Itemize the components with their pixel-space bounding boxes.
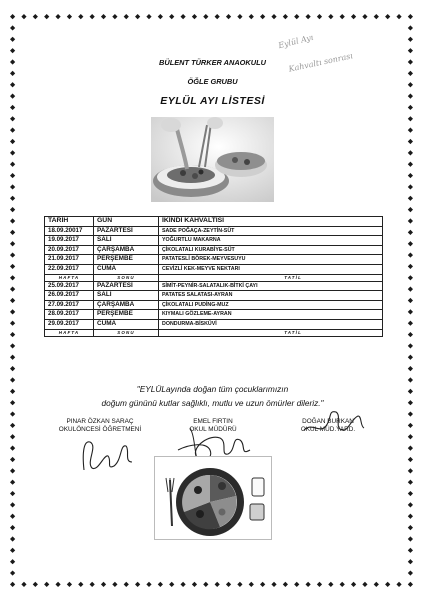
- birthday-message-line: doğum gününü kutlar sağlıklı, mutlu ve uzun ömürler dileriz.": [101, 398, 324, 408]
- signature-scribble-vice-principal: [298, 404, 368, 440]
- snack-cell: SİMİT-PEYNİR-SALATALIK-BİTKİ ÇAYI: [159, 281, 383, 291]
- healthy-plate-illustration: [154, 456, 272, 540]
- date-cell: 22.09.2017: [45, 264, 94, 274]
- table-row: [45, 255, 383, 265]
- column-header-date: TARİH: [45, 217, 94, 227]
- date-cell: 21.09.2017: [45, 255, 94, 265]
- column-header-day: GÜN: [94, 217, 159, 227]
- table-row: [45, 319, 383, 329]
- signatory-role: OKULÖNCESİ ÖĞRETMENİ: [58, 426, 142, 433]
- signatory-name: EMEL FIRTIN: [193, 418, 233, 425]
- weekend-label-sonu: SONU: [94, 329, 159, 336]
- table-row: [45, 300, 383, 310]
- weekend-label-hafta: HAFTA: [45, 329, 94, 336]
- signatory-role: OKUL MÜD.YARD.: [300, 426, 356, 433]
- handwritten-note: Kahvaltı sonrası: [287, 51, 354, 74]
- snack-cell: PATATES SALATASI-AYRAN: [159, 291, 383, 301]
- day-cell: PERŞEMBE: [94, 255, 159, 265]
- date-cell: 27.09.2017: [45, 300, 94, 310]
- snack-cell: PATATESLİ BÖREK-MEYVESUYU: [159, 255, 383, 265]
- weekend-label-tatil: TATİL: [159, 274, 383, 281]
- snack-cell: YOĞURTLU MAKARNA: [159, 236, 383, 246]
- page-title: EYLÜL AYI LİSTESİ: [160, 95, 265, 107]
- school-name: BÜLENT TÜRKER ANAOKULU: [159, 58, 266, 67]
- snack-cell: ÇİKOLATALI KURABİYE-SÜT: [159, 245, 383, 255]
- table-row: [45, 245, 383, 255]
- weekend-label-tatil: TATİL: [159, 329, 383, 336]
- date-cell: 29.09.2017: [45, 319, 94, 329]
- snack-cell: KIYMALI GÖZLEME-AYRAN: [159, 310, 383, 320]
- signature-scribble-teacher: [70, 432, 140, 474]
- table-header-row: [45, 217, 383, 227]
- snack-cell: SADE POĞAÇA-ZEYTİN-SÜT: [159, 226, 383, 236]
- weekend-row: [45, 274, 383, 281]
- food-photo: [151, 117, 274, 202]
- date-cell: 26.09.2017: [45, 291, 94, 301]
- snack-cell: DONDURMA-BİSKÜVİ: [159, 319, 383, 329]
- group-name: ÖĞLE GRUBU: [187, 77, 238, 86]
- signatory-name: PINAR ÖZKAN SARAÇ: [66, 418, 134, 425]
- date-cell: 28.09.2017: [45, 310, 94, 320]
- signatory-role: OKUL MÜDÜRÜ: [189, 426, 237, 433]
- date-cell: 18.09.20017: [45, 226, 94, 236]
- weekend-label-hafta: HAFTA: [45, 274, 94, 281]
- day-cell: SALI: [94, 291, 159, 301]
- day-cell: ÇARŞAMBA: [94, 245, 159, 255]
- birthday-message-line: "EYLÜLayında doğan tüm çocuklarımızın: [136, 384, 289, 394]
- day-cell: CUMA: [94, 319, 159, 329]
- handwritten-note: Eylül Ayı: [277, 32, 315, 51]
- weekend-label-sonu: SONU: [94, 274, 159, 281]
- table-row: [45, 236, 383, 246]
- table-row: [45, 310, 383, 320]
- table-row: [45, 264, 383, 274]
- snack-cell: ÇİKOLATALI PUDİNG-MUZ: [159, 300, 383, 310]
- date-cell: 19.09.2017: [45, 236, 94, 246]
- snack-cell: CEVİZLİ KEK-MEYVE NEKTARI: [159, 264, 383, 274]
- day-cell: SALI: [94, 236, 159, 246]
- date-cell: 25.09.2017: [45, 281, 94, 291]
- date-cell: 20.09.2017: [45, 245, 94, 255]
- table-row: [45, 291, 383, 301]
- day-cell: PERŞEMBE: [94, 310, 159, 320]
- snack-menu-table: [44, 216, 383, 337]
- day-cell: ÇARŞAMBA: [94, 300, 159, 310]
- day-cell: PAZARTESİ: [94, 226, 159, 236]
- weekend-row: [45, 329, 383, 336]
- signatory-name: DOĞAN BURKAN: [302, 418, 354, 425]
- column-header-snack: İKİNDİ KAHVALTISI: [159, 217, 383, 227]
- table-row: [45, 281, 383, 291]
- table-row: [45, 226, 383, 236]
- day-cell: CUMA: [94, 264, 159, 274]
- day-cell: PAZARTESİ: [94, 281, 159, 291]
